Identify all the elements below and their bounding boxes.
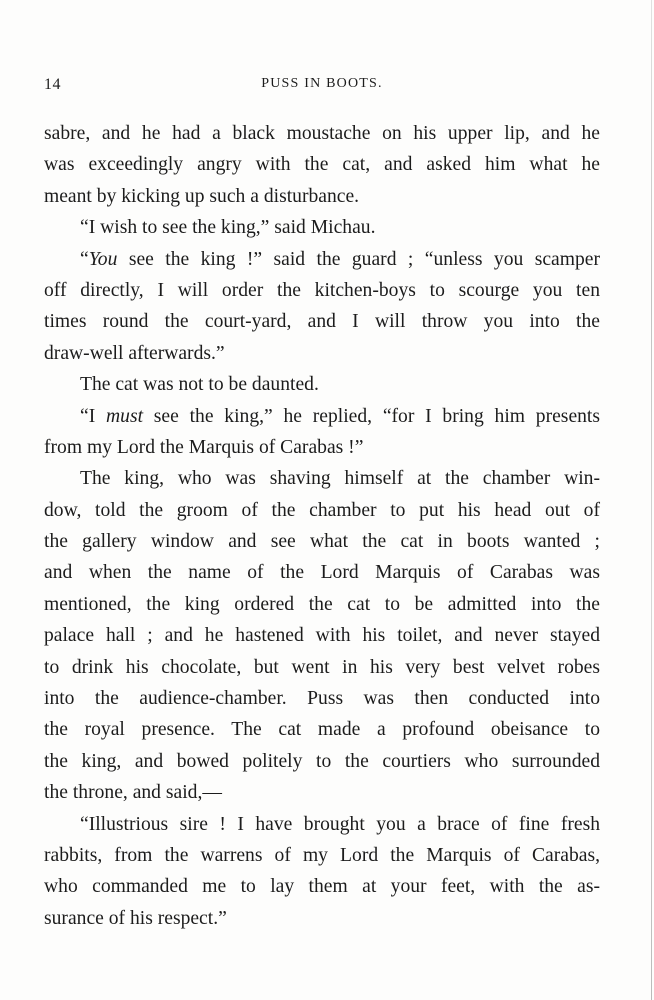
text-line: the gallery window and see what the cat in boots wanted ; [44, 531, 600, 553]
text-line: rabbits, from the warrens of my Lord the Marquis of Carabas, [44, 844, 600, 866]
text-line: sabre, and he had a black moustache on his upper lip, and he [44, 123, 600, 144]
page-number: 14 [44, 76, 61, 93]
text-line: mentioned, the king ordered the cat to be admitted into the [44, 593, 600, 615]
text-line: “Illustrious sire ! I have brought you a brace of fine fresh [80, 813, 600, 835]
text-line: draw-well afterwards.” [44, 342, 225, 364]
text-line: meant by kicking up such a disturbance. [44, 185, 360, 207]
text-segment: “I [80, 405, 106, 427]
text-line [44, 401, 600, 432]
text-segment: see the king !” said the guard ; “unless you scamper [117, 248, 600, 270]
running-title: PUSS IN BOOTS. [261, 76, 383, 91]
text-line: times round the court-yard, and I will throw you into the [44, 311, 600, 333]
text-line: surance of his respect.” [44, 907, 227, 929]
text-line: off directly, I will order the kitchen-boys to scourge you ten [44, 279, 600, 301]
text-line: palace hall ; and he hastened with his toilet, and never stayed [44, 625, 600, 647]
text-line: The cat was not to be daunted. [80, 374, 319, 396]
text-line [44, 244, 600, 275]
text-line: who commanded me to lay them at your feet, with the as- [44, 876, 600, 898]
page-header [44, 76, 600, 100]
text-segment: “ [80, 248, 89, 270]
emphasis-you: You [88, 248, 118, 270]
text-line: to drink his chocolate, but went in his very best velvet robes [44, 656, 600, 678]
emphasis-must: must [106, 405, 144, 427]
text-line: the king, and bowed politely to the courtiers who surrounded [44, 750, 600, 772]
text-line: the royal presence. The cat made a profound obeisance to [44, 719, 600, 741]
text-line: into the audience-chamber. Puss was then conducted into [44, 688, 600, 710]
text-line: dow, told the groom of the chamber to put his head out of [44, 499, 600, 521]
text-line: from my Lord the Marquis of Carabas !” [44, 436, 364, 458]
page-edge-shadow [651, 0, 652, 1000]
body-text [44, 118, 600, 934]
text-line: “I wish to see the king,” said Michau. [80, 217, 376, 239]
text-line: and when the name of the Lord Marquis of Carabas was [44, 562, 600, 584]
text-line: was exceedingly angry with the cat, and asked him what he [44, 154, 600, 176]
text-segment: see the king,” he replied, “for I bring him presents [143, 405, 600, 427]
text-line: the throne, and said,— [44, 782, 222, 804]
text-line: The king, who was shaving himself at the chamber win- [80, 468, 600, 490]
